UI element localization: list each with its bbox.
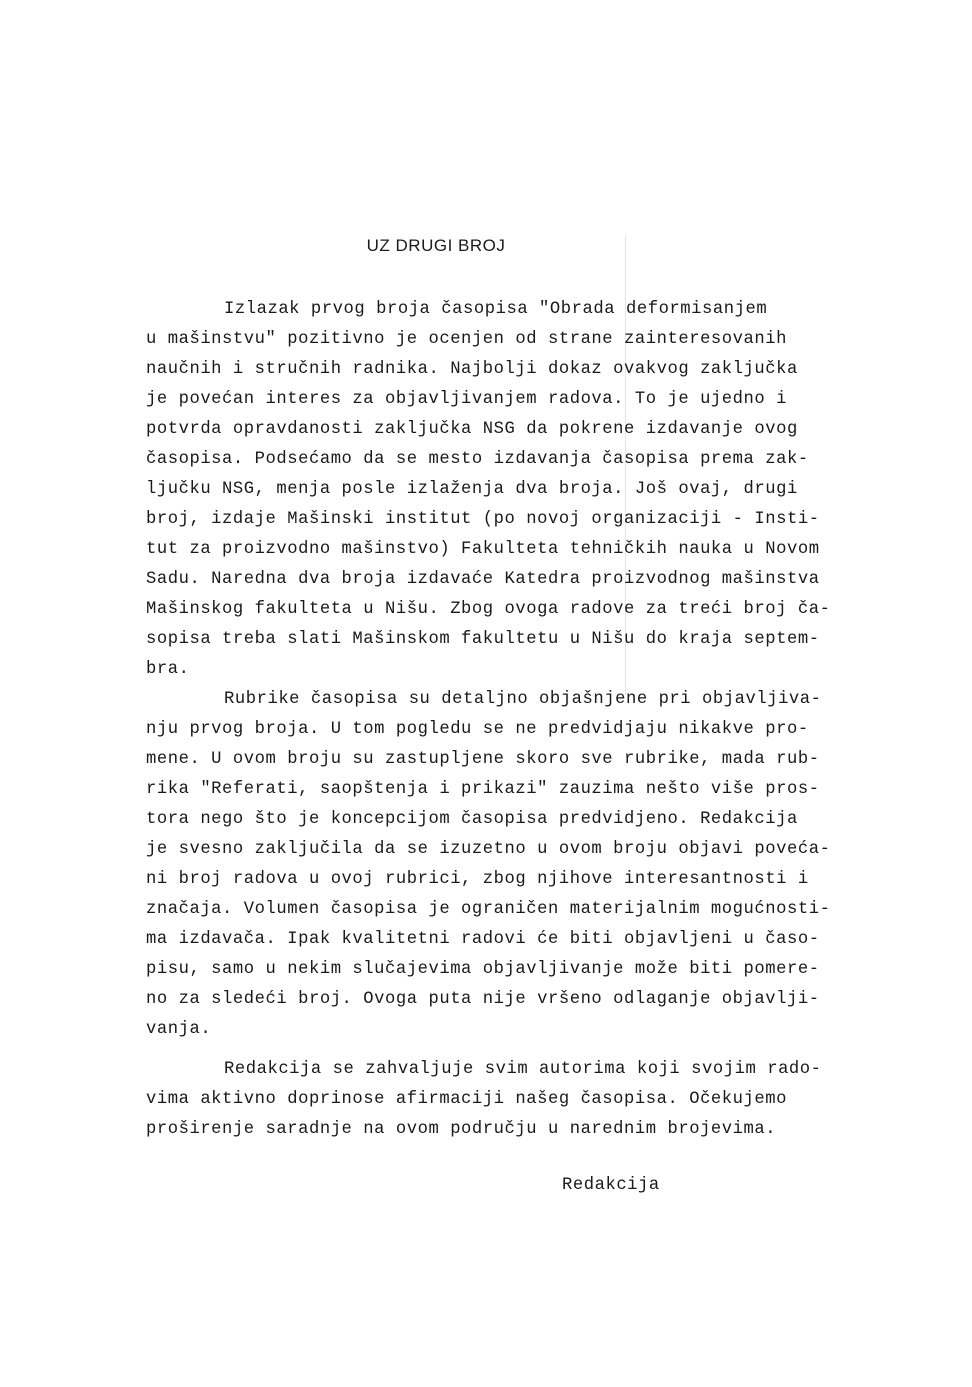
paragraph-2-line: tora nego što je koncepcijom časopisa predvidjeno. Redakcija <box>146 810 798 829</box>
paragraph-2-line: nju prvog broja. U tom pogledu se ne predvidjaju nikakve pro- <box>146 720 809 739</box>
paragraph-2-line: Rubrike časopisa su detaljno objašnjene pri objavljiva- <box>224 690 822 709</box>
paragraph-2-line: je svesno zaključila da se izuzetno u ovom broju objavi poveća- <box>146 840 831 859</box>
paragraph-2-line: no za sledeći broj. Ovoga puta nije vršeno odlaganje objavlji- <box>146 990 820 1009</box>
paragraph-1-line: Sadu. Naredna dva broja izdavaće Katedra proizvodnog mašinstva <box>146 570 820 589</box>
paragraph-3-line: vima aktivno doprinose afirmaciji našeg časopisa. Očekujemo <box>146 1090 787 1109</box>
paragraph-1-line: Izlazak prvog broja časopisa "Obrada deformisanjem <box>224 300 768 319</box>
paragraph-1-line: sopisa treba slati Mašinskom fakultetu u Nišu do kraja septem- <box>146 630 820 649</box>
paragraph-1-line: u mašinstvu" pozitivno je ocenjen od strane zainteresovanih <box>146 330 787 349</box>
paragraph-1-line: je povećan interes za objavljivanjem radova. To je ujedno i <box>146 390 787 409</box>
paragraph-2-line: mene. U ovom broju su zastupljene skoro sve rubrike, mada rub- <box>146 750 820 769</box>
paragraph-3-line: Redakcija se zahvaljuje svim autorima koji svojim rado- <box>224 1060 822 1079</box>
paragraph-1-line: bra. <box>146 660 190 679</box>
document-title: UZ DRUGI BROJ <box>366 236 506 255</box>
paragraph-2-line: vanja. <box>146 1020 212 1039</box>
paragraph-2-line: značaja. Volumen časopisa je ograničen materijalnim mogućnosti- <box>146 900 831 919</box>
paragraph-2-line: rika "Referati, saopštenja i prikazi" zauzima nešto više pros- <box>146 780 820 799</box>
paragraph-1-line: broj, izdaje Mašinski institut (po novoj organizaciji - Insti- <box>146 510 820 529</box>
paragraph-1-line: Mašinskog fakulteta u Nišu. Zbog ovoga radove za treći broj ča- <box>146 600 831 619</box>
paragraph-1-line: potvrda opravdanosti zaključka NSG da pokrene izdavanje ovog <box>146 420 798 439</box>
paragraph-2-line: pisu, samo u nekim slučajevima objavljivanje može biti pomere- <box>146 960 820 979</box>
paragraph-1-line: časopisa. Podsećamo da se mesto izdavanja časopisa prema zak- <box>146 450 809 469</box>
paragraph-2-line: ni broj radova u ovoj rubrici, zbog njihove interesantnosti i <box>146 870 809 889</box>
paragraph-2-line: ma izdavača. Ipak kvalitetni radovi će biti objavljeni u časo- <box>146 930 820 949</box>
paragraph-1-line: tut za proizvodno mašinstvo) Fakulteta tehničkih nauka u Novom <box>146 540 820 559</box>
paragraph-1-line: naučnih i stručnih radnika. Najbolji dokaz ovakvog zaključka <box>146 360 798 379</box>
paragraph-3-line: proširenje saradnje na ovom području u narednim brojevima. <box>146 1120 777 1139</box>
signature: Redakcija <box>562 1176 660 1195</box>
paragraph-1-line: ljučku NSG, menja posle izlaženja dva broja. Još ovaj, drugi <box>146 480 798 499</box>
